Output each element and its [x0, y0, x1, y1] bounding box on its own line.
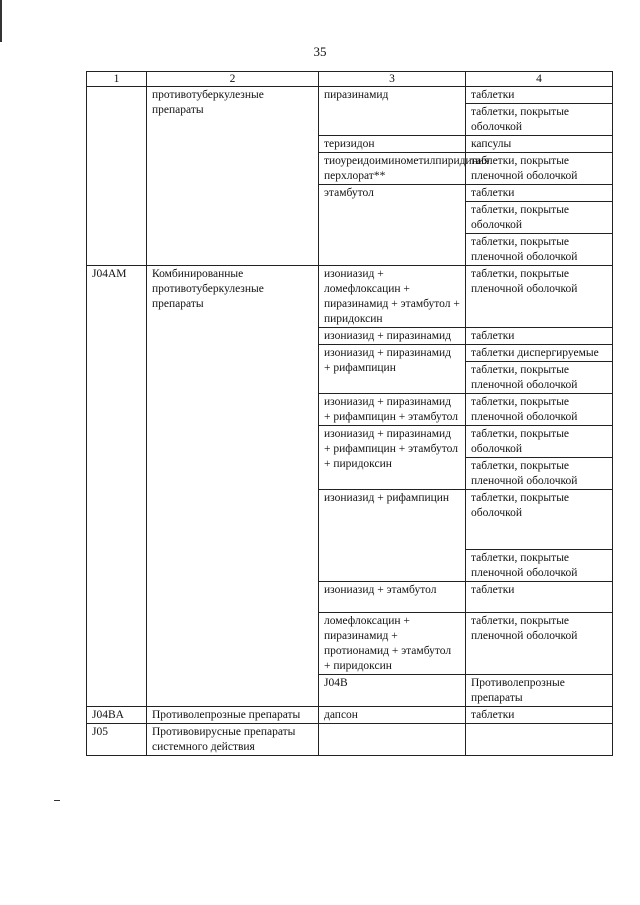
drug-name: изониазид + пиразинамид + рифампицин: [319, 345, 466, 394]
dosage-form: таблетки: [466, 582, 613, 613]
column-header: 1: [87, 72, 147, 87]
dosage-form: таблетки, покрытые оболочкой: [466, 104, 613, 136]
dosage-form: таблетки, покрытые пленочной оболочкой: [466, 153, 613, 185]
atc-code: J04B: [319, 675, 466, 707]
dosage-form: таблетки, покрытые пленочной оболочкой: [466, 266, 613, 328]
atc-code: J05: [87, 724, 147, 756]
table-row: [87, 87, 613, 104]
drug-name: изониазид + пиразинамид + рифампицин + этамбутол: [319, 394, 466, 426]
drug-name: дапсон: [319, 707, 466, 724]
dosage-form: таблетки, покрытые пленочной оболочкой: [466, 362, 613, 394]
drug-name: изониазид + ломефлоксацин + пиразинамид + этамбутол + пиридоксин: [319, 266, 466, 328]
scan-edge-mark: [0, 0, 2, 42]
dosage-form: таблетки, покрытые пленочной оболочкой: [466, 613, 613, 675]
drug-table: [86, 71, 613, 756]
drug-group: Противолепрозные препараты: [147, 707, 319, 724]
drug-name: изониазид + рифампицин: [319, 490, 466, 582]
drug-name: изониазид + пиразинамид: [319, 328, 466, 345]
atc-code: J04BA: [87, 707, 147, 724]
dosage-form: таблетки, покрытые пленочной оболочкой: [466, 234, 613, 266]
drug-name: изониазид + пиразинамид + рифампицин + этамбутол + пиридоксин: [319, 426, 466, 490]
dosage-form: таблетки, покрытые пленочной оболочкой: [466, 550, 613, 582]
dosage-form: таблетки диспергируемые: [466, 345, 613, 362]
page-number: 35: [313, 44, 327, 59]
scan-dash-mark: [54, 800, 60, 801]
dosage-form: таблетки: [466, 707, 613, 724]
drug-name: этамбутол: [319, 185, 466, 266]
drug-name: ломефлоксацин + пиразинамид + протионамид + этамбутол + пиридоксин: [319, 613, 466, 675]
table-row: [87, 724, 613, 756]
dosage-form: таблетки: [466, 328, 613, 345]
table-row: [87, 707, 613, 724]
dosage-form: таблетки, покрытые оболочкой: [466, 202, 613, 234]
drug-group: Комбинированные противотуберкулезные препараты: [147, 266, 319, 707]
drug-group: Противовирусные препараты системного действия: [147, 724, 319, 756]
drug-name: изониазид + этамбутол: [319, 582, 466, 613]
dosage-form: [466, 724, 613, 756]
dosage-form: таблетки, покрытые оболочкой: [466, 490, 613, 550]
dosage-form: таблетки: [466, 185, 613, 202]
drug-group: Противолепрозные препараты: [466, 675, 613, 707]
table-header-row: [87, 72, 613, 87]
drug-name: [319, 724, 466, 756]
atc-code: [87, 87, 147, 266]
dosage-form: капсулы: [466, 136, 613, 153]
column-header: 4: [466, 72, 613, 87]
drug-name: пиразинамид: [319, 87, 466, 136]
column-header: 2: [147, 72, 319, 87]
column-header: 3: [319, 72, 466, 87]
drug-group: противотуберкулезные препараты: [147, 87, 319, 266]
dosage-form: таблетки, покрытые пленочной оболочкой: [466, 458, 613, 490]
table-row: [87, 266, 613, 328]
drug-name: тиоуреидоиминометилпиридиния перхлорат**: [319, 153, 466, 185]
dosage-form: таблетки, покрытые пленочной оболочкой: [466, 394, 613, 426]
atc-code: J04AM: [87, 266, 147, 707]
dosage-form: таблетки, покрытые оболочкой: [466, 426, 613, 458]
drug-name: теризидон: [319, 136, 466, 153]
dosage-form: таблетки: [466, 87, 613, 104]
